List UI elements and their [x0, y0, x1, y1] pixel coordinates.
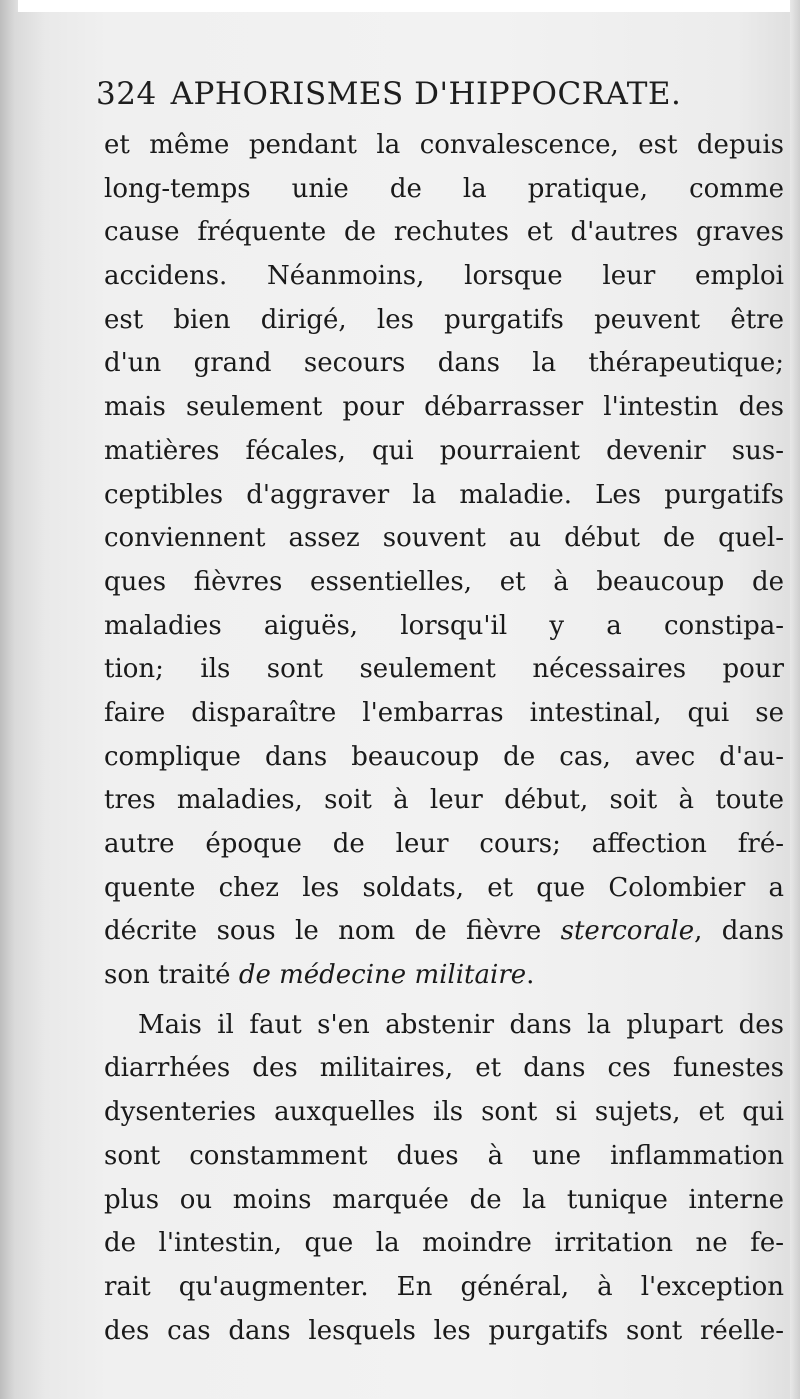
- text-segment: son traité: [104, 960, 239, 991]
- text-line: diarrhées des militaires, et dans ces funestes: [104, 1053, 784, 1084]
- text-line: et même pendant la convalescence, est depuis: [104, 130, 784, 160]
- text-line: conviennent assez souvent au début de quel-: [104, 523, 784, 554]
- scan-right-edge: [790, 0, 800, 1399]
- text-line: dysenteries auxquelles ils sont si sujets, et qui: [104, 1097, 784, 1128]
- text-line: matières fécales, qui pourraient devenir sus-: [104, 435, 784, 466]
- text-line: plus ou moins marquée de la tunique interne: [104, 1184, 784, 1215]
- text-line: [104, 910, 784, 954]
- text-line: cause fréquente de rechutes et d'autres graves: [104, 217, 784, 248]
- text-line: [104, 954, 784, 998]
- text-line: rait qu'augmenter. En général, à l'exception: [104, 1271, 784, 1302]
- text-segment: .: [526, 960, 535, 991]
- text-line: est bien dirigé, les purgatifs peuvent être: [104, 304, 784, 335]
- text-line: ceptibles d'aggraver la maladie. Les purgatifs: [104, 479, 784, 510]
- text-segment: , dans: [694, 916, 784, 947]
- text-line: sont constamment dues à une inflammation: [104, 1140, 784, 1171]
- text-line: quente chez les soldats, et que Colombier a: [104, 872, 784, 903]
- text-line: d'un grand secours dans la thérapeutique;: [104, 348, 784, 379]
- text-line: ques fièvres essentielles, et à beaucoup de: [104, 566, 784, 597]
- text-line: de l'intestin, que la moindre irritation ne fe-: [104, 1228, 784, 1259]
- text-line: tion; ils sont seulement nécessaires pour: [104, 654, 784, 685]
- text-segment: décrite sous le nom de fièvre: [104, 916, 561, 947]
- page-number: 324: [96, 76, 157, 112]
- text-line: tres maladies, soit à leur début, soit à toute: [104, 785, 784, 816]
- italic-title: de médecine militaire: [238, 960, 527, 991]
- text-line: Mais il faut s'en abstenir dans la plupart des: [138, 1009, 784, 1040]
- running-header: [96, 72, 756, 116]
- text-line: mais seulement pour débarrasser l'intestin des: [104, 392, 784, 423]
- italic-term: stercorale: [560, 916, 695, 947]
- body-text: [104, 124, 784, 1353]
- text-line: maladies aiguës, lorsqu'il y a constipa-: [104, 610, 784, 641]
- running-title: APHORISMES D'HIPPOCRATE.: [170, 76, 682, 112]
- text-line: long-temps unie de la pratique, comme: [104, 173, 784, 204]
- text-line: autre époque de leur cours; affection fré-: [104, 829, 784, 859]
- text-line: accidens. Néanmoins, lorsque leur emploi: [104, 261, 784, 292]
- text-line: faire disparaître l'embarras intestinal, qui se: [104, 697, 784, 728]
- text-line: des cas dans lesquels les purgatifs sont réelle-: [104, 1315, 784, 1346]
- text-line: complique dans beaucoup de cas, avec d'au-: [104, 741, 784, 772]
